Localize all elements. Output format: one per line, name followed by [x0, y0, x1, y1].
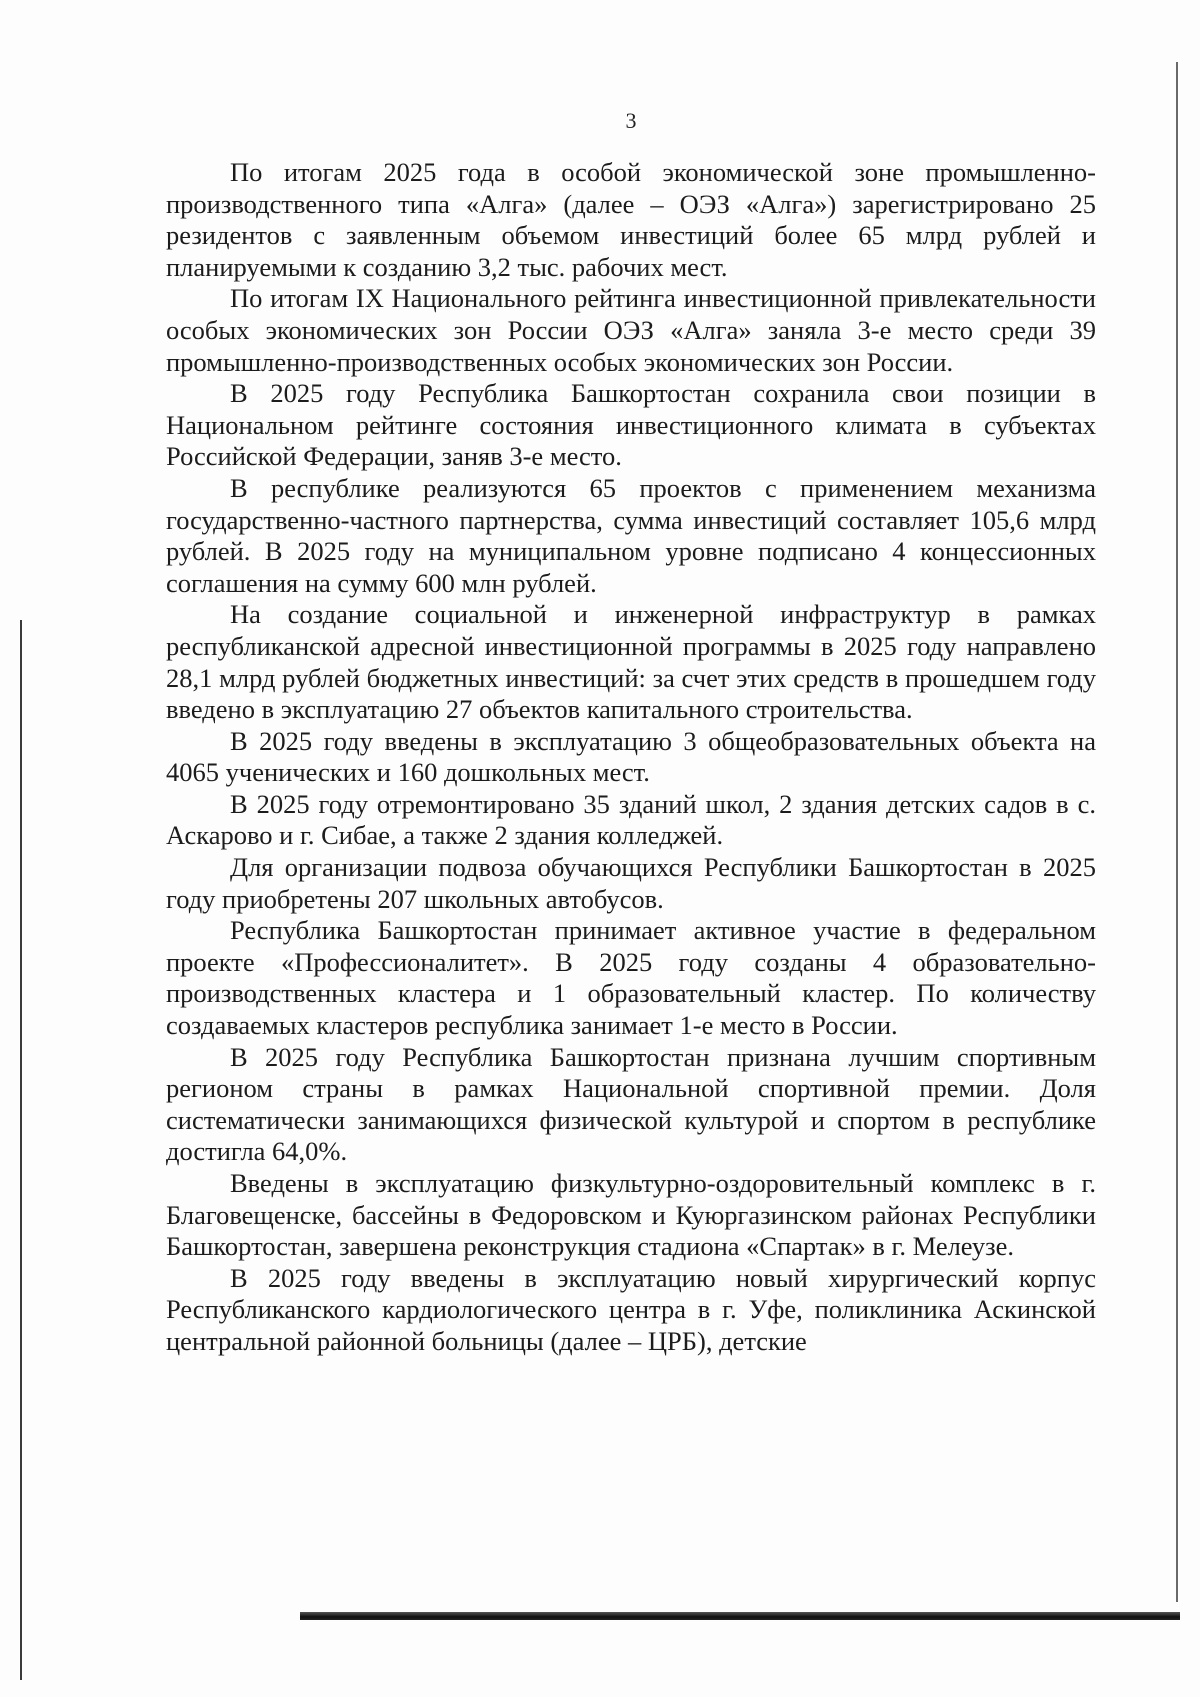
- paragraph-ppp-projects: В республике реализуются 65 проектов с применением механизма государственно-частного партнерства, сумма инвестиций составляет 105,6 млрд рублей. В 2025 году на муниципальном уровне подписано 4 концессионных соглашения на сумму 600 млн рублей.: [166, 472, 1096, 598]
- page-number: 3: [625, 108, 637, 133]
- document-body: [166, 157, 1096, 1358]
- paragraph-oez-rating: По итогам IX Национального рейтинга инвестиционной привлекательности особых экономических зон России ОЭЗ «Алга» заняла 3-е место среди 39 промышленно-производственных особых экономических зон России.: [166, 283, 1096, 377]
- paragraph-professionalitet: Республика Башкортостан принимает активное участие в федеральном проекте «Профессионалитет». В 2025 году созданы 4 образовательно-производственных кластера и 1 образовательный кластер. По количеству создаваемых кластеров республика занимает 1-е место в России.: [166, 915, 1096, 1041]
- scan-edge-bottom: [300, 1612, 1180, 1620]
- paragraph-investment-program: На создание социальной и инженерной инфраструктур в рамках республиканской адресной инвестиционной программы в 2025 году направлено 28,1 млрд рублей бюджетных инвестиций: за счет этих средств в прошедшем году введено в эксплуатацию 27 объектов капитального строительства.: [166, 599, 1096, 725]
- paragraph-sports-region: В 2025 году Республика Башкортостан признана лучшим спортивным регионом страны в рамках Национальной спортивной премии. Доля систематически занимающихся физической культурой и спортом в республике достигла 64,0%.: [166, 1041, 1096, 1167]
- paragraph-healthcare-facilities: В 2025 году введены в эксплуатацию новый хирургический корпус Республиканского кардиологического центра в г. Уфе, поликлиника Аскинской центральной районной больницы (далее – ЦРБ), детские: [166, 1262, 1096, 1356]
- paragraph-schools-commissioned: В 2025 году введены в эксплуатацию 3 общеобразовательных объекта на 4065 ученических и 160 дошкольных мест.: [166, 725, 1096, 788]
- paragraph-schools-repaired: В 2025 году отремонтировано 35 зданий школ, 2 здания детских садов в с. Аскарово и г. Сибае, а также 2 здания колледжей.: [166, 788, 1096, 851]
- scan-edge-right: [1176, 62, 1178, 1602]
- paragraph-investment-climate: В 2025 году Республика Башкортостан сохранила свои позиции в Национальном рейтинге состояния инвестиционного климата в субъектах Российской Федерации, заняв 3-е место.: [166, 378, 1096, 472]
- scan-edge-left: [20, 620, 22, 1680]
- paragraph-oez-alga-residents: По итогам 2025 года в особой экономической зоне промышленно-производственного типа «Алга» (далее – ОЭЗ «Алга») зарегистрировано 25 резидентов с заявленным объемом инвестиций более 65 млрд рублей и планируемыми к созданию 3,2 тыс. рабочих мест.: [166, 157, 1096, 282]
- paragraph-school-buses: Для организации подвоза обучающихся Республики Башкортостан в 2025 году приобретены 207 школьных автобусов.: [166, 852, 1096, 914]
- paragraph-sports-facilities: Введены в эксплуатацию физкультурно-оздоровительный комплекс в г. Благовещенске, бассейны в Федоровском и Куюргазинском районах Республики Башкортостан, завершена реконструкция стадиона «Спартак» в г. Мелеузе.: [166, 1168, 1096, 1262]
